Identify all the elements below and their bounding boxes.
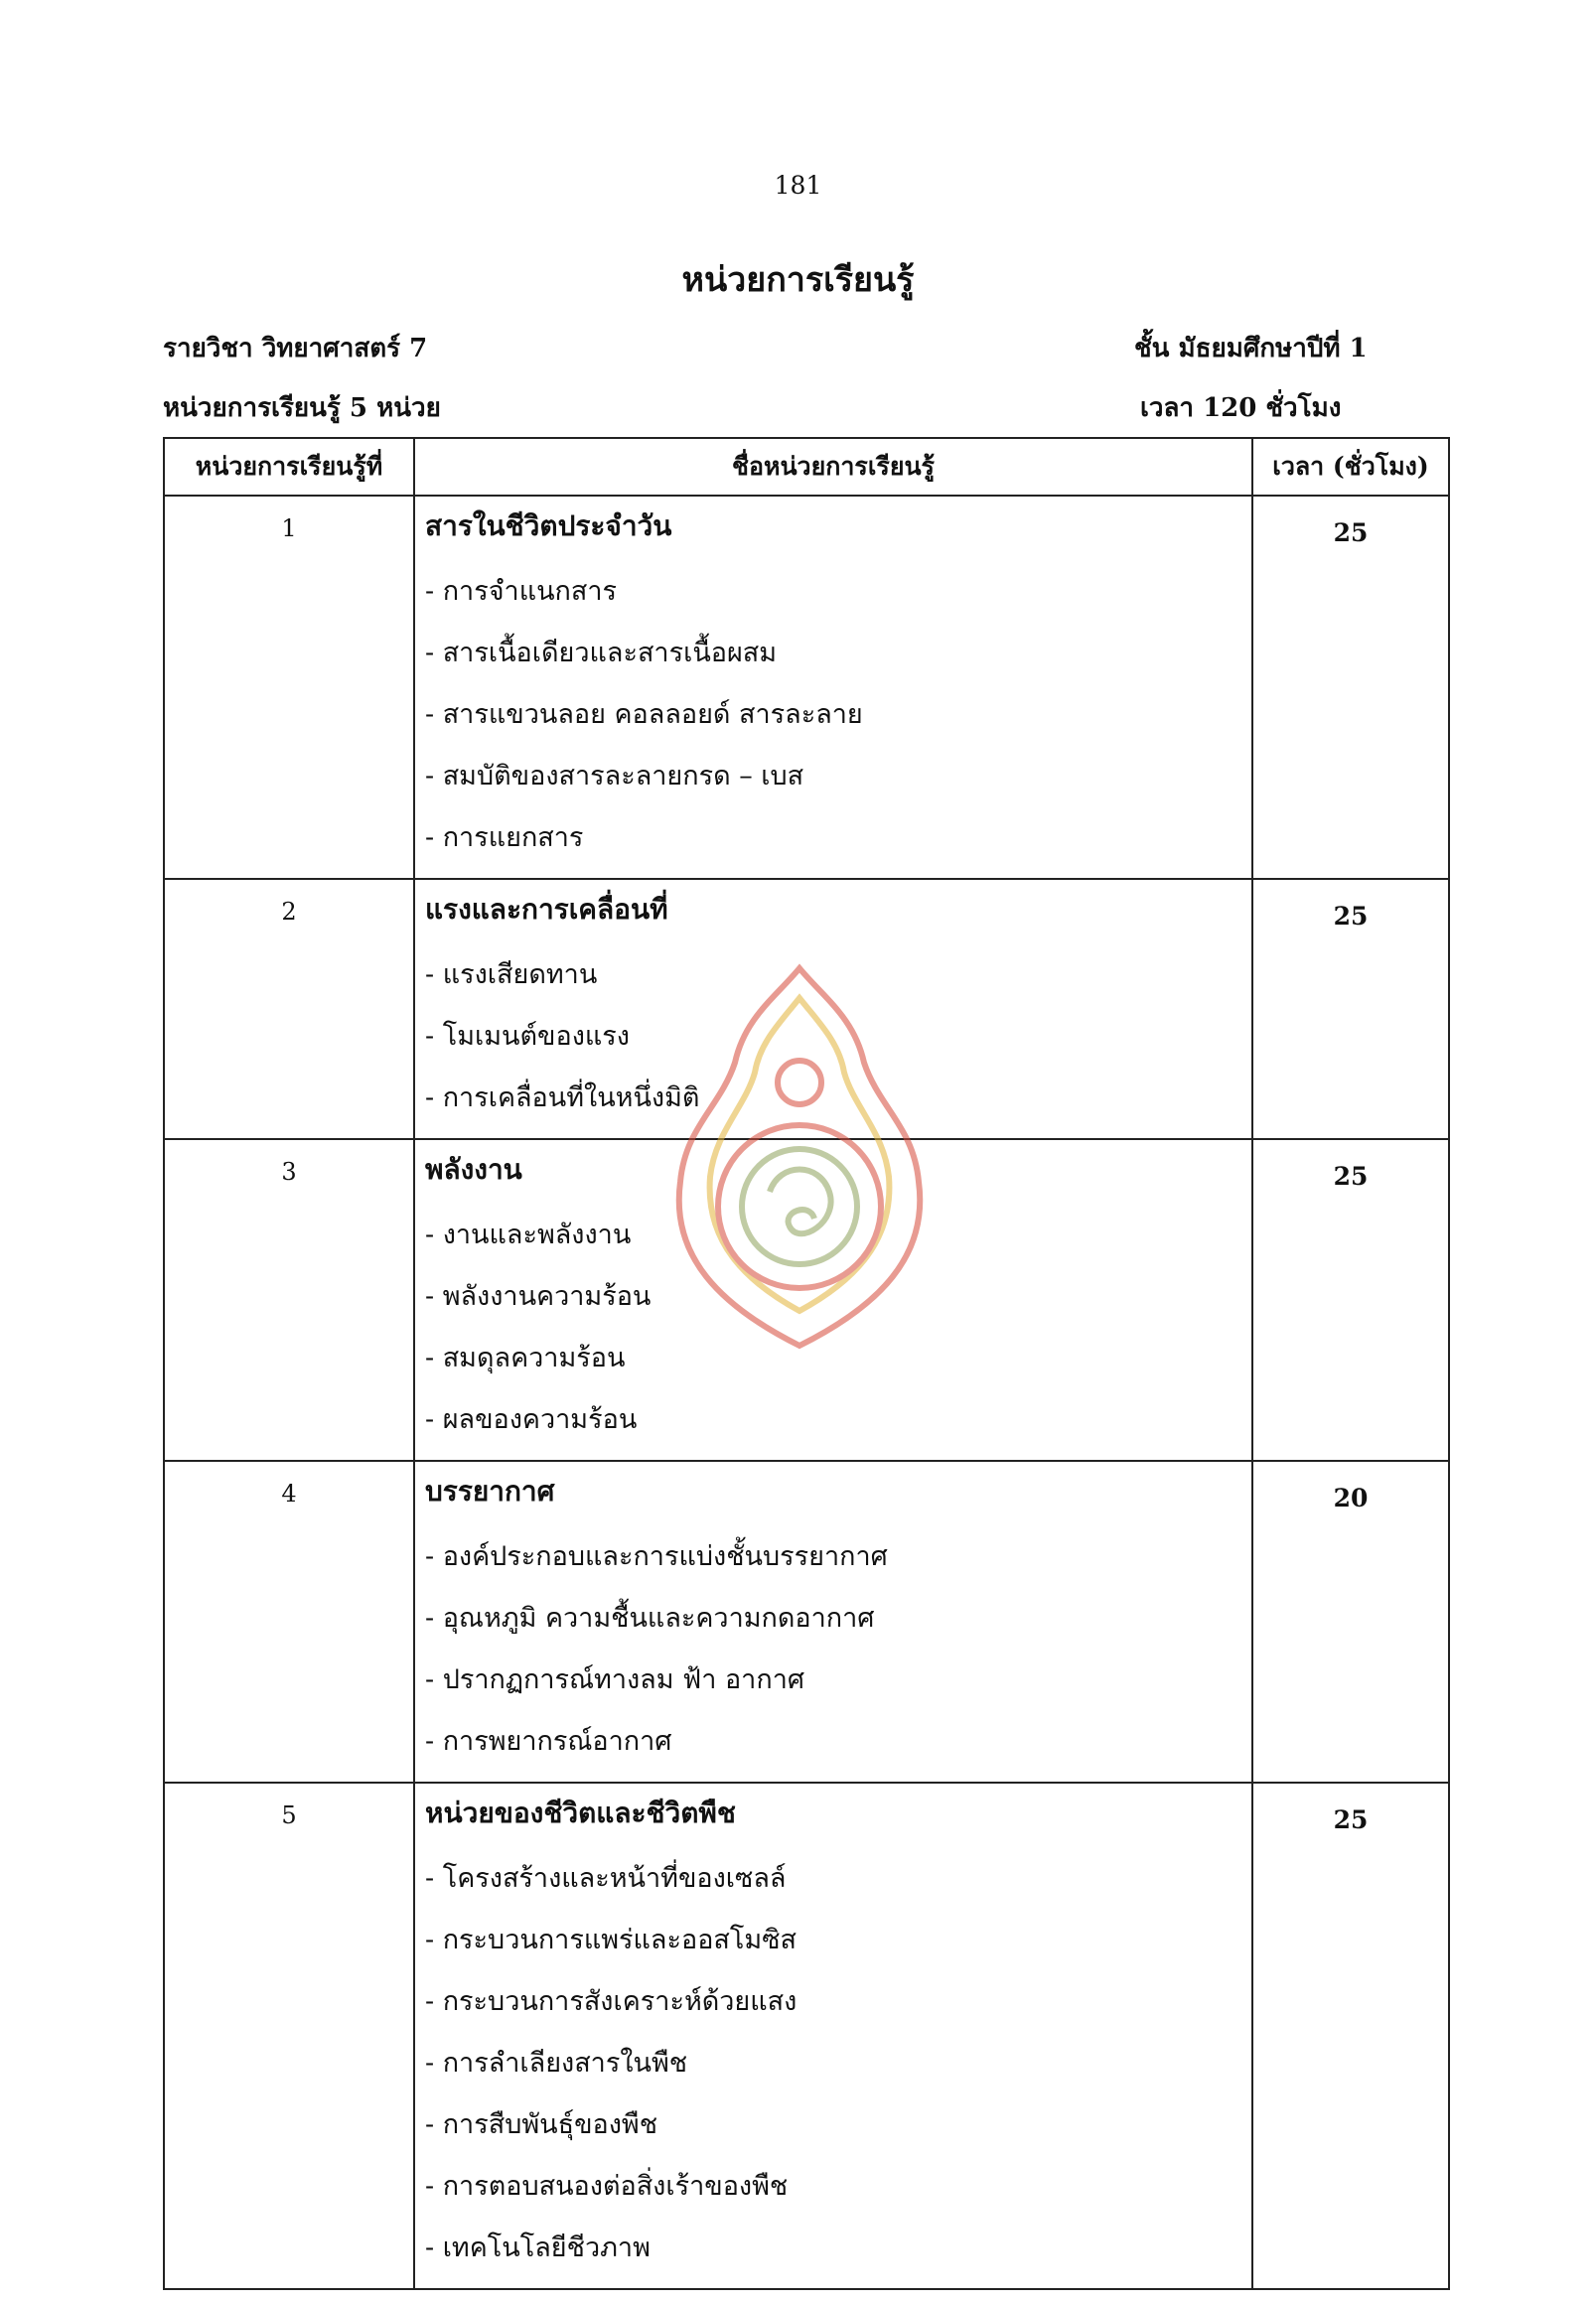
unit-hours-cell: 25 xyxy=(1252,879,1449,1139)
unit-number-cell: 2 xyxy=(164,879,414,1139)
unit-title: พลังงาน xyxy=(425,1153,522,1186)
unit-content-cell xyxy=(414,1461,1252,1783)
unit-number-cell: 5 xyxy=(164,1783,414,2289)
unit-topic: - การพยากรณ์อากาศ xyxy=(425,1726,672,1757)
unit-content-cell xyxy=(414,496,1252,879)
table-header-row xyxy=(164,438,1449,496)
unit-topic: - สมดุลความร้อน xyxy=(425,1343,626,1373)
unit-topic: - พลังงานความร้อน xyxy=(425,1281,652,1312)
header-unit-number: หน่วยการเรียนรู้ที่ xyxy=(164,438,414,496)
learning-units-table xyxy=(163,437,1450,2290)
unit-topic: - การจำแนกสาร xyxy=(425,576,618,607)
unit-title: สารในชีวิตประจำวัน xyxy=(425,509,672,542)
unit-count-label: หน่วยการเรียนรู้ 5 หน่วย xyxy=(163,393,441,423)
unit-number-cell: 1 xyxy=(164,496,414,879)
unit-topic: - แรงเสียดทาน xyxy=(425,959,598,990)
header-unit-name: ชื่อหน่วยการเรียนรู้ xyxy=(414,438,1252,496)
unit-topic: - เทคโนโลยีชีวภาพ xyxy=(425,2232,651,2263)
unit-title: บรรยากาศ xyxy=(425,1475,555,1508)
unit-topic: - กระบวนการสังเคราะห์ด้วยแสง xyxy=(425,1986,798,2017)
unit-topic: - องค์ประกอบและการแบ่งชั้นบรรยากาศ xyxy=(425,1541,888,1572)
unit-content-cell xyxy=(414,1139,1252,1461)
grade-label: ชั้น มัธยมศึกษาปีที่ 1 xyxy=(1134,334,1368,363)
table-row xyxy=(164,1783,1449,2289)
unit-topic: - การแยกสาร xyxy=(425,822,584,853)
unit-title: หน่วยของชีวิตและชีวิตพืช xyxy=(425,1797,736,1829)
unit-topic: - ปรากฏการณ์ทางลม ฟ้า อากาศ xyxy=(425,1664,804,1695)
unit-hours-cell: 20 xyxy=(1252,1461,1449,1783)
unit-number-cell: 4 xyxy=(164,1461,414,1783)
table-row xyxy=(164,1139,1449,1461)
unit-content-cell xyxy=(414,879,1252,1139)
table-body xyxy=(164,496,1449,2289)
page-title: หน่วยการเรียนรู้ xyxy=(681,260,915,300)
subject-label: รายวิชา วิทยาศาสตร์ 7 xyxy=(163,334,428,363)
unit-topic: - งานและพลังงาน xyxy=(425,1220,632,1250)
unit-topic: - กระบวนการแพร่และออสโมซิส xyxy=(425,1925,797,1955)
unit-topic: - อุณหภูมิ ความชื้นและความกดอากาศ xyxy=(425,1603,875,1634)
table-row xyxy=(164,1461,1449,1783)
unit-topic: - การเคลื่อนที่ในหนึ่งมิติ xyxy=(425,1082,700,1113)
unit-topic: - สารแขวนลอย คอลลอยด์ สารละลาย xyxy=(425,699,863,730)
unit-content-cell xyxy=(414,1783,1252,2289)
unit-hours-cell: 25 xyxy=(1252,496,1449,879)
table-row xyxy=(164,496,1449,879)
unit-topic: - สารเนื้อเดียวและสารเนื้อผสม xyxy=(425,638,778,668)
table-row xyxy=(164,879,1449,1139)
unit-title: แรงและการเคลื่อนที่ xyxy=(425,893,668,926)
header-hours: เวลา (ชั่วโมง) xyxy=(1252,438,1449,496)
unit-topic: - สมบัติของสารละลายกรด – เบส xyxy=(425,761,804,792)
total-hours-label: เวลา 120 ชั่วโมง xyxy=(1140,393,1342,423)
unit-topic: - การลำเลียงสารในพืช xyxy=(425,2048,688,2079)
unit-topic: - โมเมนต์ของแรง xyxy=(425,1021,630,1052)
unit-topic: - โครงสร้างและหน้าที่ของเซลล์ xyxy=(425,1863,787,1894)
unit-number-cell: 3 xyxy=(164,1139,414,1461)
unit-hours-cell: 25 xyxy=(1252,1783,1449,2289)
page-number: 181 xyxy=(774,171,822,200)
unit-topic: - การสืบพันธุ์ของพืช xyxy=(425,2109,658,2140)
unit-topic: - ผลของความร้อน xyxy=(425,1404,638,1435)
unit-topic: - การตอบสนองต่อสิ่งเร้าของพืช xyxy=(425,2171,789,2202)
unit-hours-cell: 25 xyxy=(1252,1139,1449,1461)
